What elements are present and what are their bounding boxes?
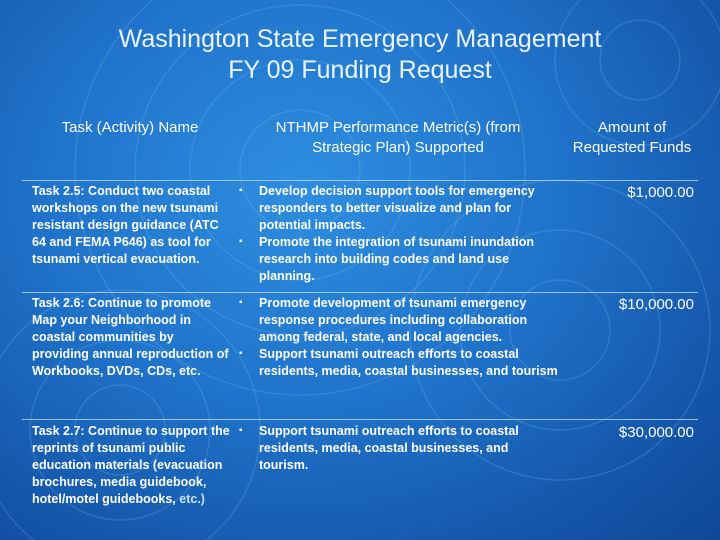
row-divider — [22, 292, 698, 293]
task-cell-row-3 — [32, 423, 230, 508]
metric-item: ▪ Promote development of tsunami emergency response procedures including collaboration among federal, state, and local agencies. — [239, 295, 561, 346]
title-line-2: FY 09 Funding Request — [228, 56, 492, 84]
slide-title — [0, 24, 720, 86]
header-task: Task (Activity) Name — [61, 119, 199, 136]
metric-cell-row-2 — [239, 295, 561, 380]
metric-item: ▪ Support tsunami outreach efforts to coastal residents, media, coastal businesses, and tourism. — [239, 423, 561, 474]
row-divider — [22, 180, 698, 181]
row-divider — [22, 419, 698, 420]
metric-item: ▪ Promote the integration of tsunami inundation research into building codes and land use planning. — [239, 234, 561, 285]
task-text: Task 2.7: Continue to support the reprints of tsunami public education materials (evacuation brochures, media guidebook, hotel/motel guidebooks, — [32, 424, 230, 506]
metric-cell-row-1 — [239, 183, 561, 284]
header-metric: NTHMP Performance Metric(s) (from Strategic Plan) Supported — [275, 119, 521, 156]
metric-cell-row-3 — [239, 423, 561, 474]
amount-cell-row-3: $30,000.00 — [618, 424, 694, 441]
metric-item: ▪ Develop decision support tools for emergency responders to better visualize and plan for potential impacts. — [239, 183, 561, 234]
metric-item: ▪ Support tsunami outreach efforts to coastal residents, media, coastal businesses, and tourism — [239, 346, 561, 380]
task-text-tail: etc.) — [179, 491, 205, 506]
task-cell-row-2: Task 2.6: Continue to promote Map your Neighborhood in coastal communities by providing annual reproduction of Workbooks, DVDs, CDs, etc. — [32, 296, 229, 378]
amount-cell-row-1: $1,000.00 — [627, 184, 694, 201]
task-cell-row-1: Task 2.5: Conduct two coastal workshops on the new tsunami resistant design guidance (ATC 64 and FEMA P646) as tool for tsunami vertical evacuation. — [32, 184, 219, 266]
header-amount: Amount of Requested Funds — [572, 119, 692, 156]
title-line-1: Washington State Emergency Management — [118, 25, 602, 53]
amount-cell-row-2: $10,000.00 — [618, 296, 694, 313]
